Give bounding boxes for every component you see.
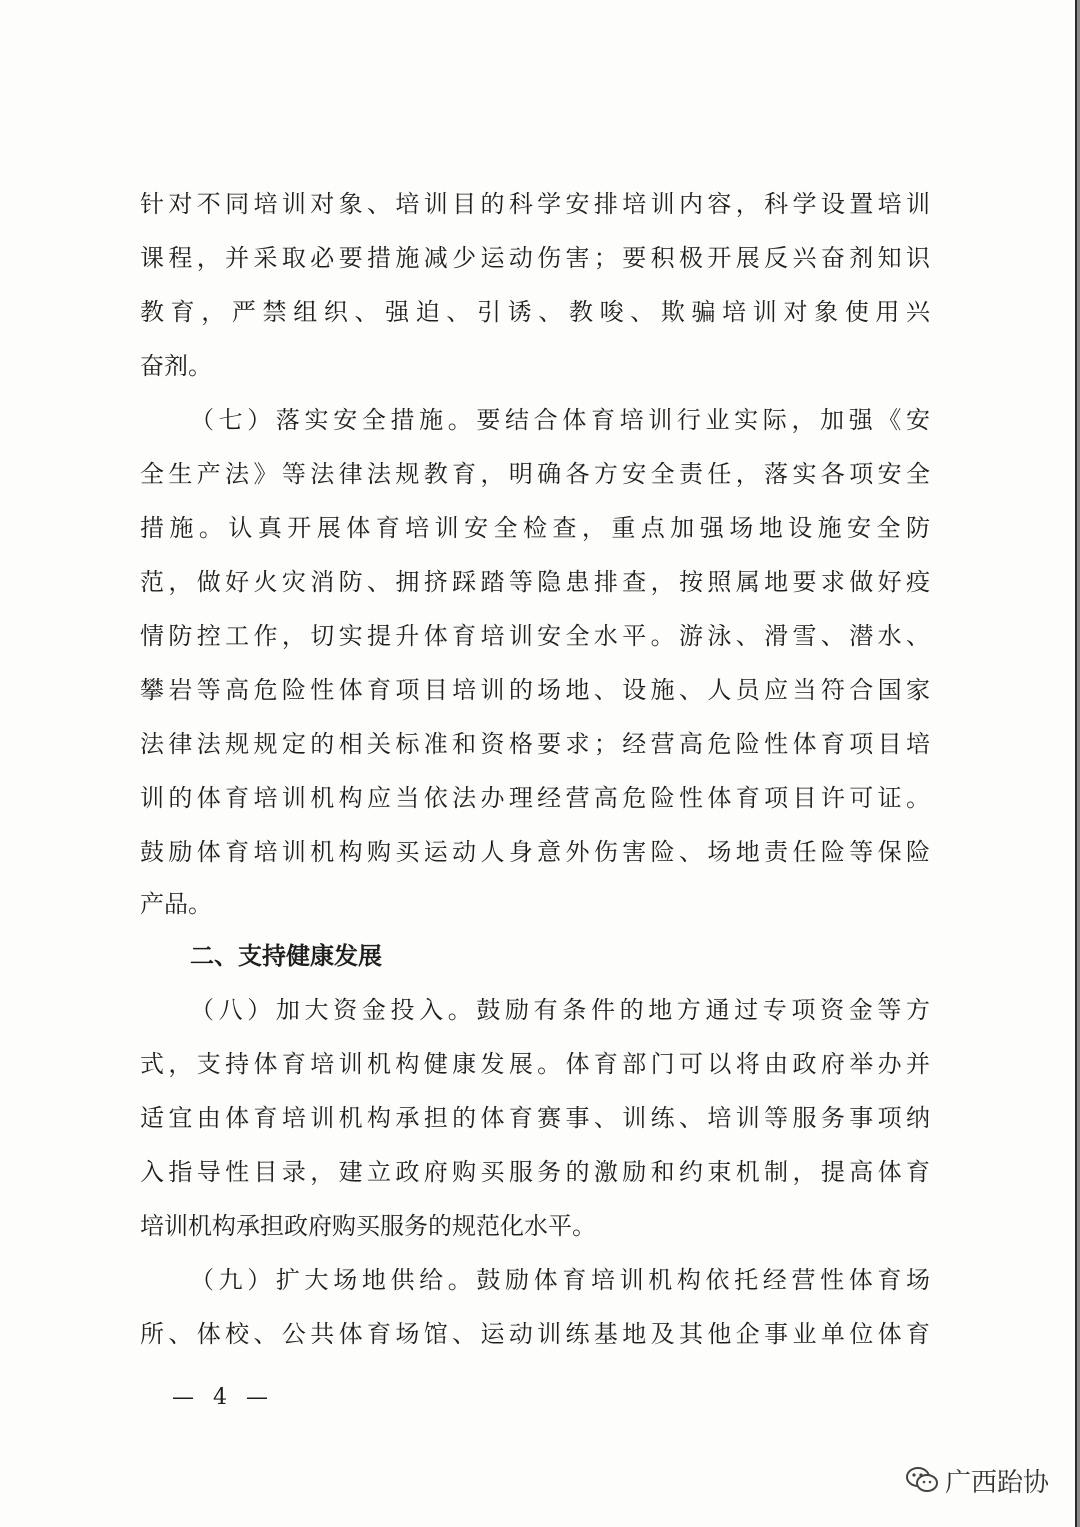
section-heading: 二、支持健康发展 xyxy=(190,942,382,970)
page-number: — 4 — xyxy=(172,1385,274,1410)
text-line: 情防控工作，切实提升体育培训安全水平。游泳、滑雪、潜水、 xyxy=(140,622,930,650)
text-line: 措施。认真开展体育培训安全检查，重点加强场地设施安全防 xyxy=(140,514,930,542)
page-edge-line xyxy=(1075,0,1077,1527)
text-line: 训的体育培训机构应当依法办理经营高危险性体育项目许可证。 xyxy=(140,784,930,812)
watermark-text: 广西跆协 xyxy=(945,1467,1050,1498)
text-line: （八）加大资金投入。鼓励有条件的地方通过专项资金等方 xyxy=(190,996,930,1024)
text-line: 范，做好火灾消防、拥挤踩踏等隐患排查，按照属地要求做好疫 xyxy=(140,568,930,596)
text-line: 所、体校、公共体育场馆、运动训练基地及其他企事业单位体育 xyxy=(140,1320,930,1348)
text-line: 攀岩等高危险性体育项目培训的场地、设施、人员应当符合国家 xyxy=(140,676,930,704)
text-line: 产品。 xyxy=(140,890,212,918)
account-watermark xyxy=(905,1462,1049,1498)
text-line: 针对不同培训对象、培训目的科学安排培训内容，科学设置培训 xyxy=(140,190,930,218)
text-line: 奋剂。 xyxy=(140,352,212,380)
text-line: 式，支持体育培训机构健康发展。体育部门可以将由政府举办并 xyxy=(140,1050,930,1078)
text-line: （七）落实安全措施。要结合体育培训行业实际，加强《安 xyxy=(190,406,930,434)
wechat-icon xyxy=(905,1465,939,1495)
text-line: 入指导性目录，建立政府购买服务的激励和约束机制，提高体育 xyxy=(140,1158,930,1186)
text-line: （九）扩大场地供给。鼓励体育培训机构依托经营性体育场 xyxy=(190,1266,930,1294)
text-line: 课程，并采取必要措施减少运动伤害；要积极开展反兴奋剂知识 xyxy=(140,244,930,272)
text-line: 适宜由体育培训机构承担的体育赛事、训练、培训等服务事项纳 xyxy=(140,1104,930,1132)
text-line: 法律法规规定的相关标准和资格要求；经营高危险性体育项目培 xyxy=(140,730,930,758)
text-line: 培训机构承担政府购买服务的规范化水平。 xyxy=(140,1212,596,1240)
text-line: 教育，严禁组织、强迫、引诱、教唆、欺骗培训对象使用兴 xyxy=(140,298,930,326)
text-line: 鼓励体育培训机构购买运动人身意外伤害险、场地责任险等保险 xyxy=(140,838,930,866)
text-line: 全生产法》等法律法规教育，明确各方安全责任，落实各项安全 xyxy=(140,460,930,488)
